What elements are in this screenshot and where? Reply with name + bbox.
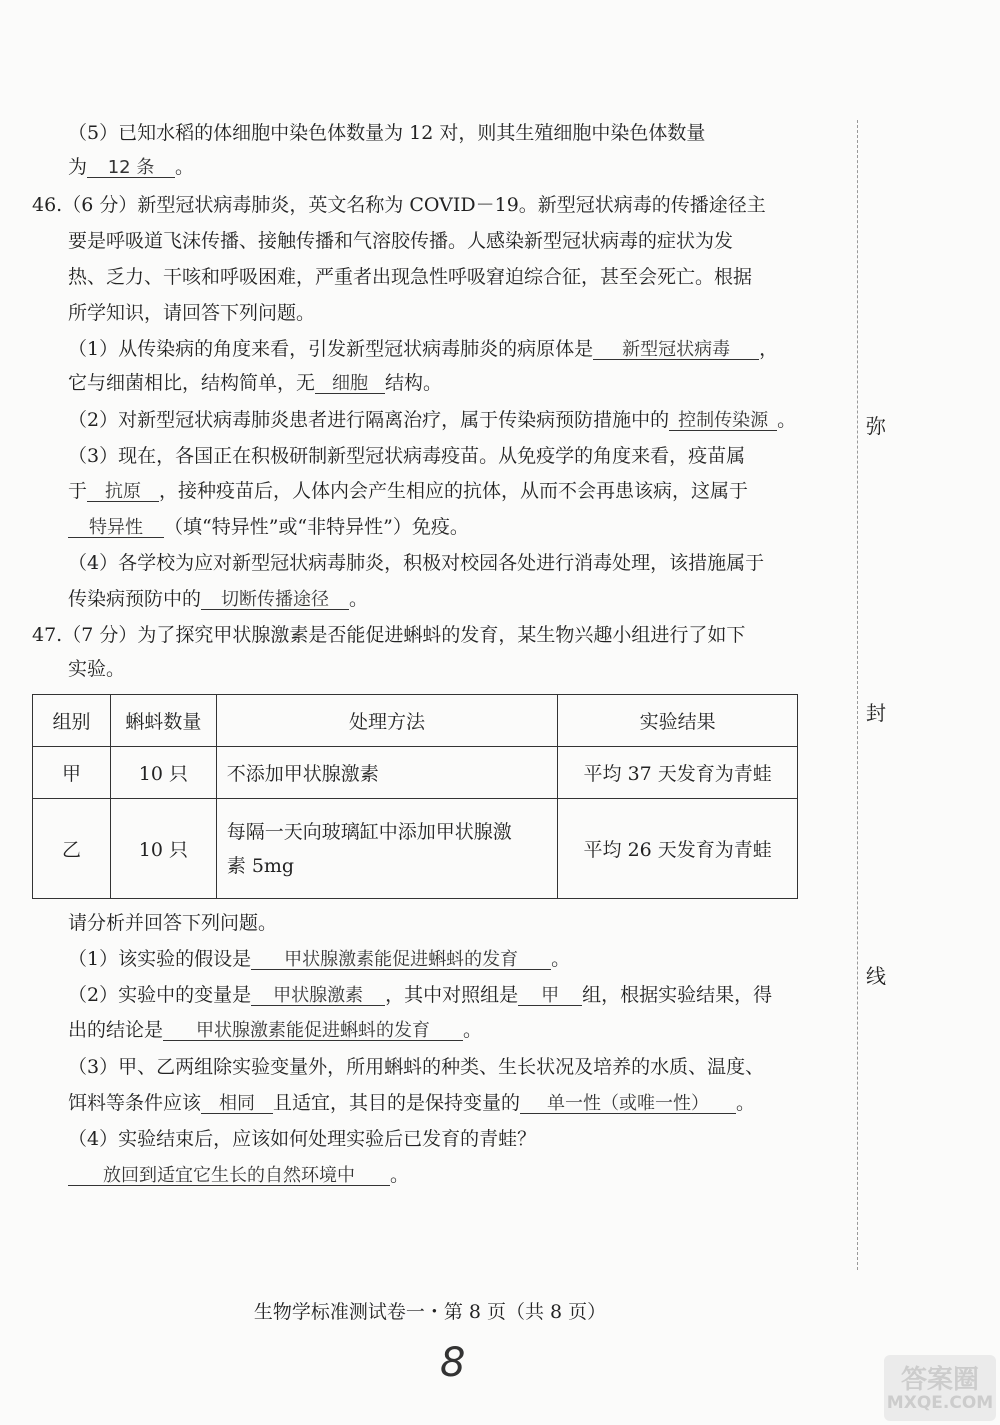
text: （2）对新型冠状病毒肺炎患者进行隔离治疗，属于传染病预防措施中的 [68,409,670,431]
q47-part2-line2 [68,1021,482,1041]
q46-intro-line4: 所学知识，请回答下列问题。 [68,302,316,324]
text: 于 [68,480,88,502]
q47-part4-line1: （4）实验结束后，应该如何处理实验后已发育的青蛙？ [68,1128,537,1150]
answer-blank: 单一性（或唯一性） [520,1095,736,1114]
q46-part4-line2 [68,590,368,610]
text: 。 [390,1164,410,1186]
answer-blank: 细胞 [315,375,385,394]
answer-blank: 甲 [518,987,582,1006]
text: （2）实验中的变量是 [68,984,252,1006]
text: 。 [349,588,369,610]
watermark-url: MXQE.COM [886,1393,994,1413]
text: 饵料等条件应该 [68,1092,202,1114]
header-cell: 处理方法 [216,695,558,747]
watermark-text: 答案圈 [900,1365,979,1395]
text: ，其中对照组是 [385,984,519,1006]
q47-part4-line2 [68,1166,409,1186]
answer-blank: 甲状腺激素能促进蝌蚪的发育 [251,951,551,970]
q45-part5-line1: （5）已知水稻的体细胞中染色体数量为 12 对，则其生殖细胞中染色体数量 [68,122,706,144]
text: ，接种疫苗后，人体内会产生相应的抗体，从而不会再患该病，这属于 [159,480,749,502]
q46-part3-line2 [68,482,748,502]
text: 为 [68,156,88,178]
page-footer: 生物学标准测试卷一・第 8 页（共 8 页） [253,1301,607,1323]
text: 它与细菌相比，结构简单，无 [68,372,316,394]
result-cell: 平均 37 天发育为青蛙 [558,747,798,799]
table-row [33,747,798,799]
answer-blank: 放回到适宜它生长的自然环境中 [68,1167,390,1186]
q46-part3-line3 [68,518,469,538]
table-header-row [33,695,798,747]
q46-intro-line1: 46.（6 分）新型冠状病毒肺炎，英文名称为 COVID－19。新型冠状病毒的传播途径主 [32,194,766,216]
q46-part3-line1: （3）现在，各国正在积极研制新型冠状病毒疫苗。从免疫学的角度来看，疫苗属 [68,445,746,467]
answer-blank: 抗原 [87,483,159,502]
text: （1）从传染病的角度来看，引发新型冠状病毒肺炎的病原体是 [68,338,594,360]
text: 。 [551,948,571,970]
q47-part3-line2 [68,1094,755,1114]
q46-part4-line1: （4）各学校为应对新型冠状病毒肺炎，积极对校园各处进行消毒处理，该措施属于 [68,552,765,574]
watermark-logo [884,1355,996,1421]
header-cell: 组别 [33,695,111,747]
q45-part5-line2 [68,158,194,178]
handwritten-page-number: 8 [440,1340,466,1386]
answer-blank: 甲状腺激素能促进蝌蚪的发育 [163,1022,463,1041]
count-cell: 10 只 [110,747,216,799]
q47-intro-line1: 47.（7 分）为了探究甲状腺激素是否能促进蝌蚪的发育，某生物兴趣小组进行了如下 [32,624,746,646]
method-cell [216,799,558,899]
text: （1）该实验的假设是 [68,948,252,970]
answer-blank: 甲状腺激素 [251,987,385,1006]
answer-blank: 新型冠状病毒 [593,341,759,360]
q46-part1-line2 [68,374,442,394]
text: 。 [736,1092,756,1114]
q47-part3-line1: （3）甲、乙两组除实验变量外，所用蝌蚪的种类、生长状况及培养的水质、温度、 [68,1056,765,1078]
text: 。 [463,1019,483,1041]
q46-part2 [68,411,796,431]
q47-prompt: 请分析并回答下列问题。 [68,912,278,934]
experiment-table [32,694,798,899]
answer-blank: 12 条 [87,159,175,178]
q46-intro-line2: 要是呼吸道飞沫传播、接触传播和气溶胶传播。人感染新型冠状病毒的症状为发 [68,230,734,252]
text: 。 [777,409,797,431]
method-cell: 不添加甲状腺激素 [216,747,558,799]
count-cell: 10 只 [110,799,216,899]
seal-dashed-line [857,120,858,1270]
text: 且适宜，其目的是保持变量的 [273,1092,521,1114]
answer-blank: 切断传播途径 [201,591,349,610]
q47-intro-line2: 实验。 [68,658,126,680]
header-cell: 蝌蚪数量 [110,695,216,747]
seal-char-xian: 线 [866,964,886,988]
q47-part2-line1 [68,986,772,1006]
text: 传染病预防中的 [68,588,202,610]
answer-blank: 特异性 [68,519,164,538]
method-line2: 素 5mg [226,854,295,877]
text: 。 [175,156,195,178]
answer-blank: 相同 [201,1095,273,1114]
text: 组，根据实验结果，得 [582,984,773,1006]
q47-part1 [68,950,570,970]
seal-char-feng: 封 [866,701,886,725]
group-cell: 甲 [33,747,111,799]
q46-part1-line1 [68,340,778,360]
text: 结构。 [385,372,443,394]
result-cell: 平均 26 天发育为青蛙 [558,799,798,899]
text: （填“特异性”或“非特异性”）免疫。 [164,516,469,538]
table-row [33,799,798,899]
text: ， [759,338,779,360]
header-cell: 实验结果 [558,695,798,747]
text: 出的结论是 [68,1019,164,1041]
seal-char-mi: 弥 [866,414,886,438]
group-cell: 乙 [33,799,111,899]
answer-blank: 控制传染源 [669,412,777,431]
q46-intro-line3: 热、乏力、干咳和呼吸困难，严重者出现急性呼吸窘迫综合征，甚至会死亡。根据 [68,266,753,288]
method-line1: 每隔一天向玻璃缸中添加甲状腺激 [226,820,512,843]
